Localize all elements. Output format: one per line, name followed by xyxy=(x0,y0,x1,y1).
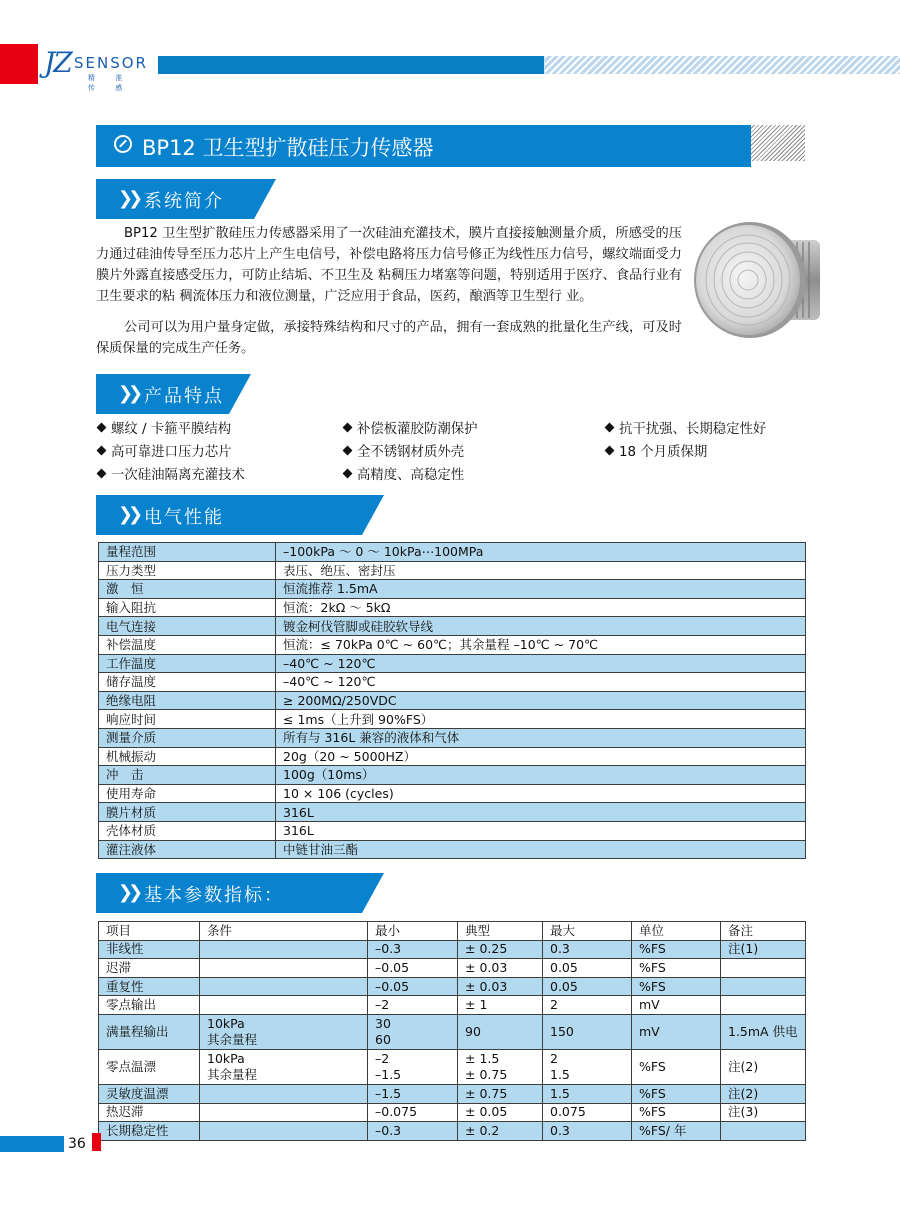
chevron-right-icon: ❯❯ xyxy=(118,383,139,404)
table-cell: 迟滞 xyxy=(99,959,200,978)
section-title: 产品特点 xyxy=(144,386,224,407)
table-cell xyxy=(200,1122,368,1141)
param-value-cell: –40℃ ~ 120℃ xyxy=(276,673,806,692)
table-row xyxy=(99,1084,806,1103)
footer-red-mark xyxy=(92,1133,101,1151)
section-header-params xyxy=(96,873,384,913)
feature-item: 螺纹 / 卡箍平膜结构 xyxy=(98,418,231,437)
section-title: 电气性能 xyxy=(144,507,224,528)
param-name-cell: 使用寿命 xyxy=(99,784,276,803)
table-row xyxy=(99,766,806,785)
table-row xyxy=(99,977,806,996)
table-cell: 零点输出 xyxy=(99,996,200,1015)
table-cell: ± 1.5 ± 0.75 xyxy=(458,1049,543,1084)
param-name-cell: 量程范围 xyxy=(99,543,276,562)
param-name-cell: 机械振动 xyxy=(99,747,276,766)
table-cell: mV xyxy=(632,996,721,1015)
table-cell: –0.05 xyxy=(368,959,458,978)
table-cell: ± 1 xyxy=(458,996,543,1015)
logo-chinese: 精 准 传 感 xyxy=(88,74,132,92)
table-cell xyxy=(200,1084,368,1103)
chevron-right-icon: ❯❯ xyxy=(118,504,139,525)
table-cell: 0.3 xyxy=(543,940,632,959)
param-value-cell: 恒流：≤ 70kPa 0℃ ~ 60℃；其余量程 –10℃ ~ 70℃ xyxy=(276,635,806,654)
param-name-cell: 电气连接 xyxy=(99,617,276,636)
param-value-cell: 10 × 106 (cycles) xyxy=(276,784,806,803)
table-cell: 0.05 xyxy=(543,959,632,978)
table-cell: ± 0.05 xyxy=(458,1103,543,1122)
table-cell: %FS xyxy=(632,959,721,978)
table-cell xyxy=(721,1122,806,1141)
param-name-cell: 补偿温度 xyxy=(99,635,276,654)
table-row xyxy=(99,1122,806,1141)
table-cell xyxy=(200,1103,368,1122)
table-cell: 10kPa 其余量程 xyxy=(200,1049,368,1084)
bullet-icon xyxy=(97,469,107,479)
feature-item: 18 个月质保期 xyxy=(606,441,707,460)
logo-mark: JZ xyxy=(44,46,71,79)
table-cell: 1.5 xyxy=(543,1084,632,1103)
table-cell: 满量程输出 xyxy=(99,1014,200,1049)
param-name-cell: 膜片材质 xyxy=(99,803,276,822)
bullet-icon xyxy=(97,446,107,456)
section-header-intro xyxy=(96,179,276,219)
feature-item: 高精度、高稳定性 xyxy=(344,464,464,483)
table-cell: 灵敏度温漂 xyxy=(99,1084,200,1103)
param-value-cell: –40℃ ~ 120℃ xyxy=(276,654,806,673)
table-row xyxy=(99,673,806,692)
param-value-cell: –100kPa ～ 0 ～ 10kPa⋯100MPa xyxy=(276,543,806,562)
param-value-cell: 中链甘油三酯 xyxy=(276,840,806,859)
chevron-right-icon: ❯❯ xyxy=(118,882,139,903)
table-cell: 2 1.5 xyxy=(543,1049,632,1084)
table-row xyxy=(99,940,806,959)
table-cell: 零点温漂 xyxy=(99,1049,200,1084)
bullet-icon xyxy=(343,469,353,479)
column-header: 项目 xyxy=(99,922,200,941)
param-name-cell: 冲 击 xyxy=(99,766,276,785)
table-cell: %FS xyxy=(632,1084,721,1103)
column-header: 单位 xyxy=(632,922,721,941)
table-row xyxy=(99,580,806,599)
param-name-cell: 压力类型 xyxy=(99,561,276,580)
table-cell: 重复性 xyxy=(99,977,200,996)
bullet-icon xyxy=(605,423,615,433)
sensor-product-image xyxy=(690,218,830,343)
table-row xyxy=(99,598,806,617)
table-cell: 0.075 xyxy=(543,1103,632,1122)
table-cell: –0.05 xyxy=(368,977,458,996)
section-header-electrical xyxy=(96,495,384,535)
table-cell xyxy=(200,940,368,959)
table-cell: %FS xyxy=(632,1049,721,1084)
table-cell: –0.3 xyxy=(368,1122,458,1141)
table-cell xyxy=(721,996,806,1015)
table-row xyxy=(99,728,806,747)
title-hatch xyxy=(751,125,805,161)
table-cell: 10kPa 其余量程 xyxy=(200,1014,368,1049)
table-cell: 注(2) xyxy=(721,1084,806,1103)
params-table xyxy=(98,921,806,1141)
table-cell: %FS xyxy=(632,1103,721,1122)
section-title: 基本参数指标： xyxy=(144,885,284,906)
table-cell: ± 0.25 xyxy=(458,940,543,959)
table-row xyxy=(99,821,806,840)
page-title: BP12 卫生型扩散硅压力传感器 xyxy=(142,136,434,160)
table-cell: 长期稳定性 xyxy=(99,1122,200,1141)
table-row xyxy=(99,784,806,803)
table-row xyxy=(99,959,806,978)
table-cell: 非线性 xyxy=(99,940,200,959)
table-cell: ± 0.03 xyxy=(458,959,543,978)
table-cell: –2 xyxy=(368,996,458,1015)
table-row xyxy=(99,803,806,822)
feature-item: 全不锈钢材质外壳 xyxy=(344,441,464,460)
column-header: 最大 xyxy=(543,922,632,941)
table-cell xyxy=(721,959,806,978)
param-value-cell: 表压、绝压、密封压 xyxy=(276,561,806,580)
param-name-cell: 激 恒 xyxy=(99,580,276,599)
electrical-table xyxy=(98,542,806,859)
param-value-cell: 镀金柯伐管脚或硅胶软导线 xyxy=(276,617,806,636)
section-title: 系统简介 xyxy=(144,191,224,212)
chevron-right-icon: ❯❯ xyxy=(118,188,139,209)
table-cell: %FS xyxy=(632,977,721,996)
table-cell: 1.5mA 供电 xyxy=(721,1014,806,1049)
footer-bar xyxy=(0,1136,64,1152)
table-row xyxy=(99,840,806,859)
column-header: 条件 xyxy=(200,922,368,941)
table-cell: mV xyxy=(632,1014,721,1049)
bullet-icon xyxy=(343,423,353,433)
table-row xyxy=(99,1103,806,1122)
table-cell: 0.3 xyxy=(543,1122,632,1141)
table-row xyxy=(99,747,806,766)
table-cell: –1.5 xyxy=(368,1084,458,1103)
table-cell xyxy=(200,996,368,1015)
param-name-cell: 测量介质 xyxy=(99,728,276,747)
table-row xyxy=(99,691,806,710)
table-row xyxy=(99,1014,806,1049)
table-header-row xyxy=(99,922,806,941)
header-bar-hatch xyxy=(545,56,900,74)
param-name-cell: 工作温度 xyxy=(99,654,276,673)
table-row xyxy=(99,710,806,729)
bullet-icon xyxy=(97,423,107,433)
intro-paragraph: 公司可以为用户量身定做，承接特殊结构和尺寸的产品，拥有一套成熟的批量化生产线，可及时保质保量的完成生产任务。 xyxy=(96,320,682,356)
feature-item: 高可靠进口压力芯片 xyxy=(98,441,232,460)
table-row xyxy=(99,1049,806,1084)
table-cell: %FS xyxy=(632,940,721,959)
table-cell: 注(3) xyxy=(721,1103,806,1122)
table-cell: 150 xyxy=(543,1014,632,1049)
gauge-icon xyxy=(114,135,132,153)
param-name-cell: 壳体材质 xyxy=(99,821,276,840)
table-row xyxy=(99,543,806,562)
intro-paragraph: BP12 卫生型扩散硅压力传感器采用了一次硅油充灌技术，膜片直接接触测量介质，所感受的压力通过硅油传导至压力芯片上产生电信号，补偿电路将压力信号修正为线性压力信号，螺纹端面受力膜片外露直接感受压力，可防止结垢、不卫生及 粘稠压力堵塞等问题，特别适用于医疗、食品行业有卫生要求的粘 稠流体压力和液位测量，广泛应用于食品，医药，酿酒等卫生型行 业。 xyxy=(96,226,682,304)
table-cell: ± 0.75 xyxy=(458,1084,543,1103)
table-cell xyxy=(721,977,806,996)
table-cell: –0.075 xyxy=(368,1103,458,1122)
param-name-cell: 响应时间 xyxy=(99,710,276,729)
table-cell: 0.05 xyxy=(543,977,632,996)
table-row xyxy=(99,654,806,673)
table-cell: 30 60 xyxy=(368,1014,458,1049)
table-cell: %FS/ 年 xyxy=(632,1122,721,1141)
param-name-cell: 输入阻抗 xyxy=(99,598,276,617)
param-value-cell: ≤ 1ms（上升到 90%FS） xyxy=(276,710,806,729)
param-value-cell: ≥ 200MΩ/250VDC xyxy=(276,691,806,710)
param-value-cell: 恒流：2kΩ ～ 5kΩ xyxy=(276,598,806,617)
param-value-cell: 316L xyxy=(276,803,806,822)
param-name-cell: 绝缘电阻 xyxy=(99,691,276,710)
table-cell: 2 xyxy=(543,996,632,1015)
page-number: 36 xyxy=(68,1136,86,1152)
bullet-icon xyxy=(605,446,615,456)
header-red-tab xyxy=(0,44,38,84)
section-header-features xyxy=(96,374,251,414)
table-cell: ± 0.2 xyxy=(458,1122,543,1141)
logo-word: SENSOR xyxy=(74,54,148,72)
table-cell: –0.3 xyxy=(368,940,458,959)
table-cell: –2 –1.5 xyxy=(368,1049,458,1084)
table-row xyxy=(99,617,806,636)
table-cell: 注(1) xyxy=(721,940,806,959)
table-row xyxy=(99,996,806,1015)
intro-text xyxy=(96,223,682,359)
param-value-cell: 20g（20 ~ 5000HZ） xyxy=(276,747,806,766)
param-value-cell: 恒流推荐 1.5mA xyxy=(276,580,806,599)
table-cell xyxy=(200,977,368,996)
bullet-icon xyxy=(343,446,353,456)
table-cell xyxy=(200,959,368,978)
feature-item: 一次硅油隔离充灌技术 xyxy=(98,464,245,483)
table-row xyxy=(99,561,806,580)
table-cell: 注(2) xyxy=(721,1049,806,1084)
column-header: 典型 xyxy=(458,922,543,941)
table-cell: ± 0.03 xyxy=(458,977,543,996)
param-value-cell: 所有与 316L 兼容的液体和气体 xyxy=(276,728,806,747)
column-header: 最小 xyxy=(368,922,458,941)
feature-item: 补偿板灌胶防潮保护 xyxy=(344,418,478,437)
table-cell: 90 xyxy=(458,1014,543,1049)
param-name-cell: 储存温度 xyxy=(99,673,276,692)
param-value-cell: 100g（10ms） xyxy=(276,766,806,785)
param-value-cell: 316L xyxy=(276,821,806,840)
company-logo xyxy=(44,46,154,92)
column-header: 备注 xyxy=(721,922,806,941)
table-cell: 热迟滞 xyxy=(99,1103,200,1122)
param-name-cell: 灌注液体 xyxy=(99,840,276,859)
table-row xyxy=(99,635,806,654)
feature-item: 抗干扰强、长期稳定性好 xyxy=(606,418,766,437)
